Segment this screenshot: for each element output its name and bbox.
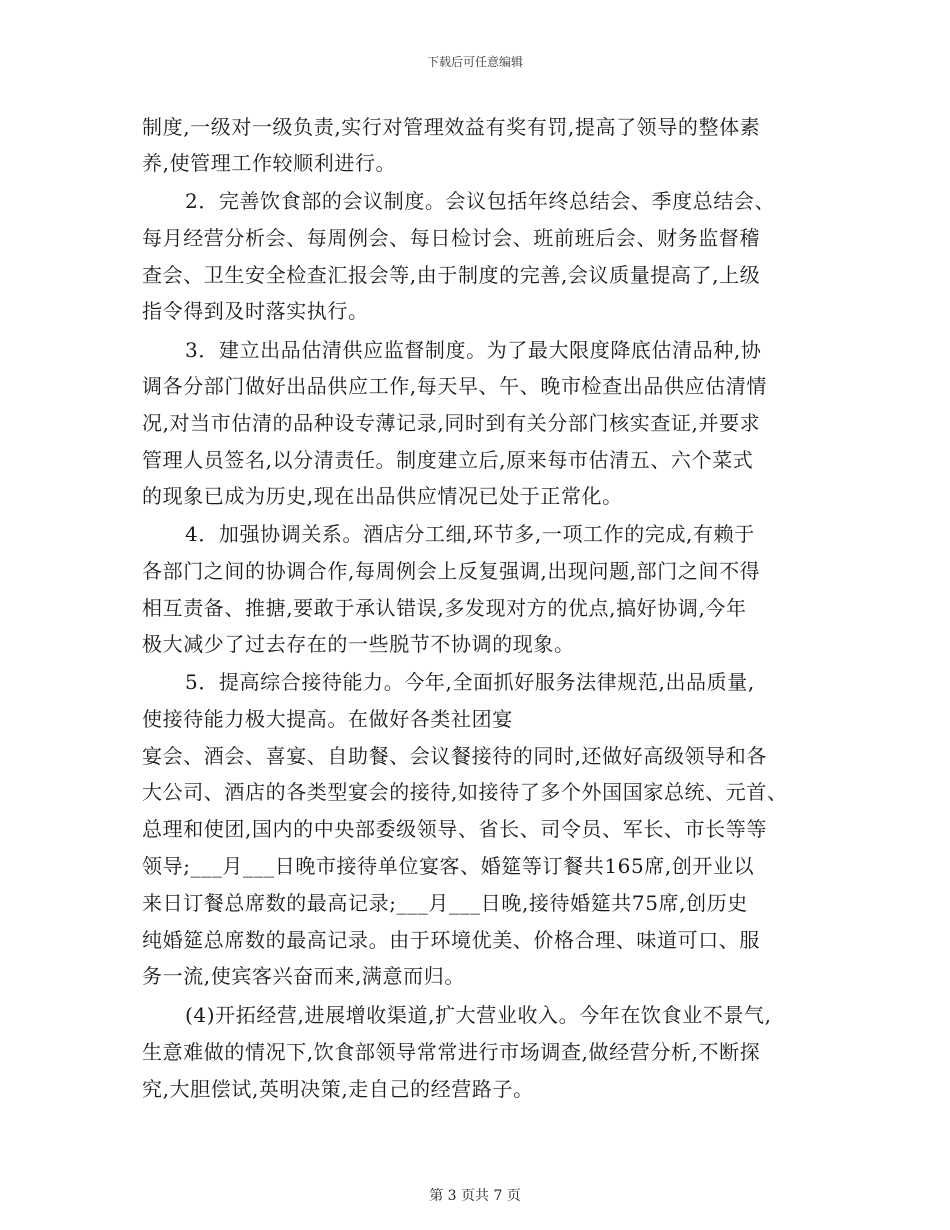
text-line: 查会、卫生安全检查汇报会等,由于制度的完善,会议质量提高了,上级	[142, 263, 761, 287]
text-line: 4．加强协调关系。酒店分工细,环节多,一项工作的完成,有赖于	[185, 522, 755, 546]
text-line: 5．提高综合接待能力。今年,全面抓好服务法律规范,出品质量,	[185, 670, 755, 694]
text-line: 管理人员签名,以分清责任。制度建立后,原来每市估清五、六个菜式	[142, 448, 754, 472]
text-line: 的现象已成为历史,现在出品供应情况已处于正常化。	[142, 484, 623, 508]
text-line: 相互责备、推搪,要敢于承认错误,多发现对方的优点,搞好协调,今年	[142, 596, 747, 620]
text-line: 来日订餐总席数的最高记录;___月___日晚,接待婚筵共75席,创历史	[142, 891, 748, 915]
text-line: 指令得到及时落实执行。	[142, 299, 369, 323]
text-line: 2．完善饮食部的会议制度。会议包括年终总结会、季度总结会、	[185, 189, 776, 213]
text-line: 宴会、酒会、喜宴、自助餐、会议餐接待的同时,还做好高级领导和各	[142, 744, 767, 768]
page-header: 下载后可任意编辑	[426, 55, 523, 69]
text-line: 务一流,使宾客兴奋而来,满意而归。	[142, 964, 465, 988]
text-line: 每月经营分析会、每周例会、每日检讨会、班前班后会、财务监督稽	[142, 226, 760, 250]
text-line: (4)开拓经营,进展增收渠道,扩大营业收入。今年在饮食业不景气,	[185, 1003, 772, 1027]
text-line: 极大减少了过去存在的一些脱节不协调的现象。	[142, 632, 575, 656]
text-line: 总理和使团,国内的中央部委级领导、省长、司令员、军长、市长等等	[142, 817, 767, 841]
text-line: 生意难做的情况下,饮食部领导常常进行市场调查,做经营分析,不断探	[142, 1040, 761, 1064]
text-line: 养,使管理工作较顺利进行。	[142, 151, 397, 175]
text-line: 究,大胆偿试,英明决策,走自己的经营路子。	[142, 1077, 534, 1101]
text-line: 调各分部门做好出品供应工作,每天早、午、晚市检查出品供应估清情	[142, 374, 767, 398]
text-line: 大公司、酒店的各类型宴会的接待,如接待了多个外国国家总统、元首、	[142, 780, 788, 804]
page-footer: 第 3 页共 7 页	[429, 1188, 521, 1204]
text-line: 领导;___月___日晚市接待单位宴客、婚筵等订餐共165席,创开业以	[142, 854, 755, 878]
text-line: 纯婚筵总席数的最高记录。由于环境优美、价格合理、味道可口、服	[142, 928, 760, 952]
text-line: 使接待能力极大提高。在做好各类社团宴	[142, 707, 513, 731]
text-line: 制度,一级对一级负责,实行对管理效益有奖有罚,提高了领导的整体素	[142, 115, 761, 139]
text-line: 各部门之间的协调合作,每周例会上反复强调,出现问题,部门之间不得	[142, 559, 761, 583]
text-line: 况,对当市估清的品种设专薄记录,同时到有关分部门核实查证,并要求	[142, 411, 761, 435]
text-line: 3．建立出品估清供应监督制度。为了最大限度降底估清品种,协	[185, 338, 762, 362]
